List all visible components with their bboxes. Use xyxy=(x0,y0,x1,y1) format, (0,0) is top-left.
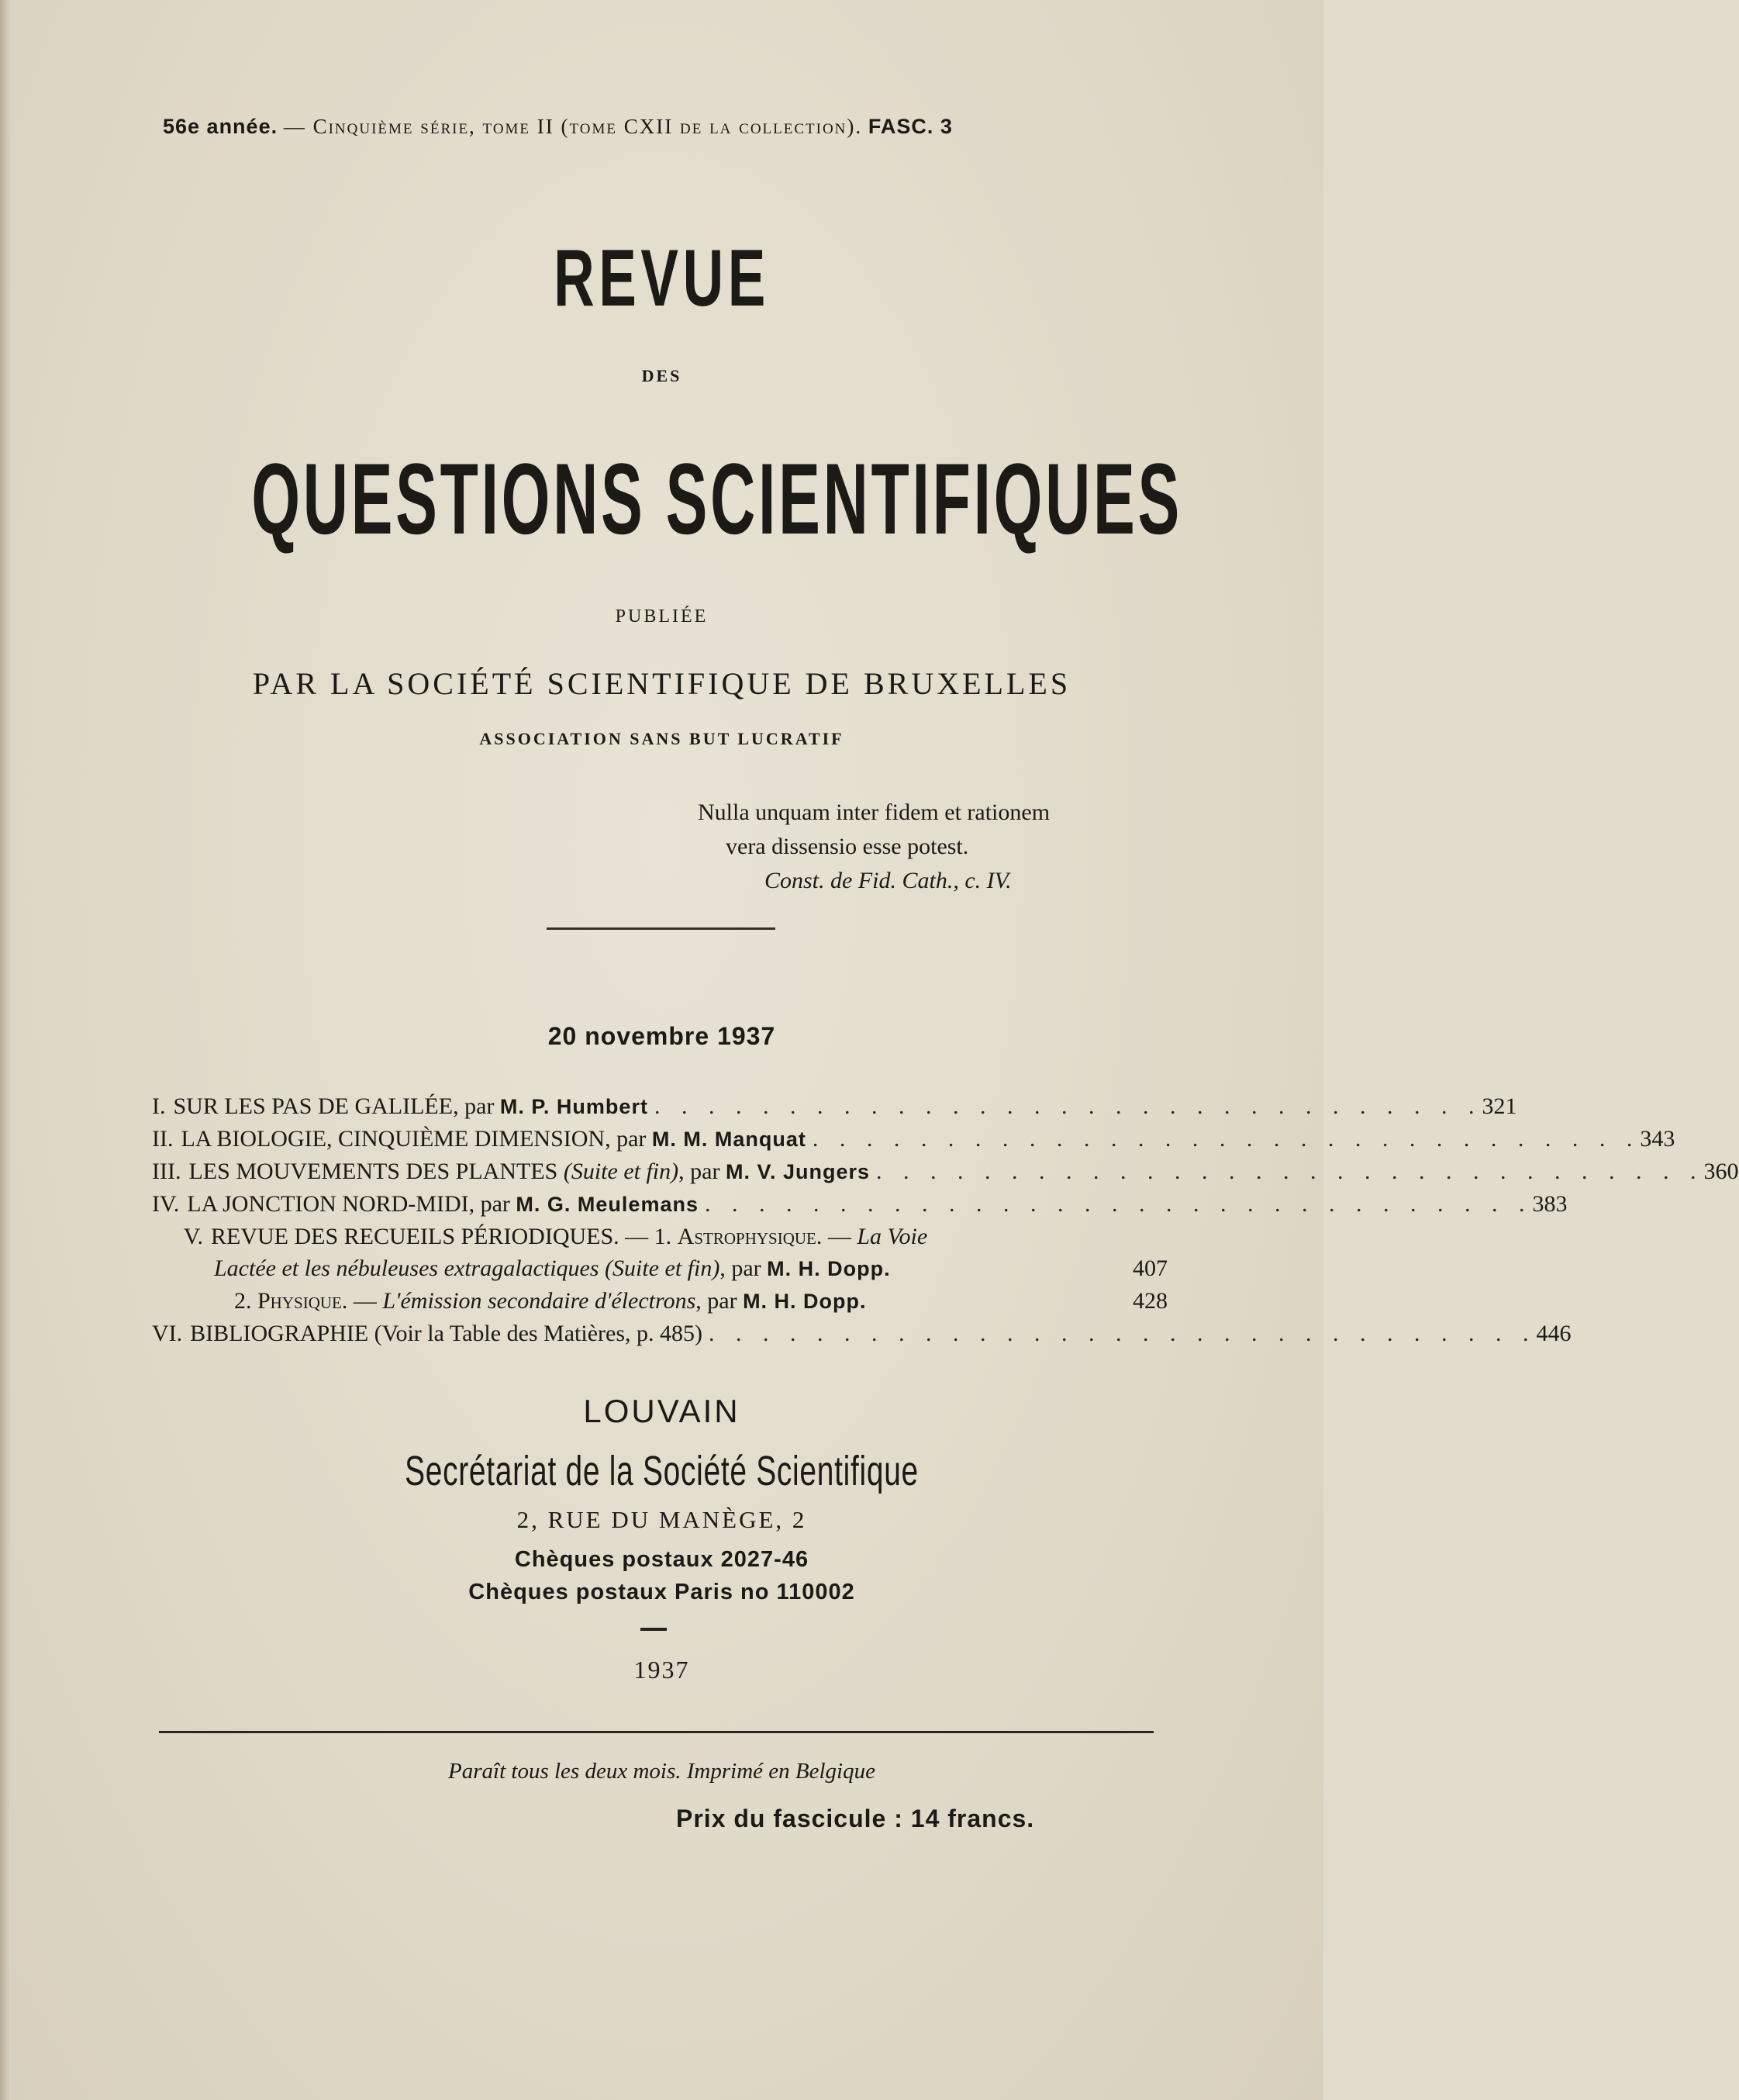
toc-leader: . . . . . . . . . . . . . . . . . . . . . . . . . . . . . . . xyxy=(654,1093,1482,1119)
toc-title: SUR LES PAS DE GALILÉE, par M. P. Humbert xyxy=(173,1093,648,1119)
toc-author: M. V. Jungers xyxy=(725,1160,871,1183)
frequency-note: Paraît tous les deux mois. Imprimé en Belgique xyxy=(448,1759,875,1784)
toc-leader: . . . . . . . . . . . . . . . . . . . . . . . . . . . . . . . xyxy=(876,1159,1704,1184)
toc-leader xyxy=(891,1252,1121,1285)
toc-number: I. xyxy=(152,1093,166,1119)
header-serie: — Cinquième série, tome II (tome CXII de la collection). xyxy=(283,115,863,138)
toc-page: 360 xyxy=(1703,1159,1739,1184)
publisher-address: 2, RUE DU MANÈGE, 2 xyxy=(516,1506,807,1533)
publication-year: 1937 xyxy=(633,1656,690,1684)
toc-leader: . . . . . . . . . . . . . . . . . . . . . . . . . . . . . . . xyxy=(709,1321,1537,1346)
table-of-contents xyxy=(152,1090,1739,1349)
toc-entry-continued xyxy=(152,1285,1168,1318)
toc-title: BIBLIOGRAPHIE (Voir la Table des Matières, p. 485) xyxy=(190,1321,703,1346)
publisher-secretariat: Secrétariat de la Société Scientifique xyxy=(405,1448,919,1494)
toc-page: 383 xyxy=(1532,1191,1568,1217)
toc-author: M. P. Humbert xyxy=(499,1095,648,1118)
issue-price: Prix du fascicule : 14 francs. xyxy=(676,1805,1035,1832)
toc-number: III. xyxy=(152,1159,181,1184)
publisher-society: PAR LA SOCIÉTÉ SCIENTIFIQUE DE BRUXELLES xyxy=(252,666,1071,701)
toc-page: 321 xyxy=(1482,1093,1517,1119)
toc-title: REVUE DES RECUEILS PÉRIODIQUES. — 1. Astrophysique. — La Voie xyxy=(211,1224,928,1249)
dash-separator xyxy=(640,1628,667,1631)
toc-title: LES MOUVEMENTS DES PLANTES (Suite et fin), par M. V. Jungers xyxy=(188,1159,871,1184)
toc-leader: . . . . . . . . . . . . . . . . . . . . . . . . . . . . . . . xyxy=(704,1191,1533,1217)
publisher-city: LOUVAIN xyxy=(583,1393,740,1429)
journal-title: QUESTIONS SCIENTIFIQUES xyxy=(251,442,1182,555)
toc-entry-continued xyxy=(152,1252,1168,1285)
toc-page: 343 xyxy=(1640,1126,1675,1152)
toc-entry xyxy=(152,1090,1517,1123)
header-annee: 56e année. xyxy=(163,115,278,138)
toc-entry xyxy=(152,1155,1739,1188)
toc-author: M. M. Manquat xyxy=(651,1128,806,1151)
toc-title: Lactée et les nébuleuses extragalactiques (Suite et fin), par M. H. Dopp. xyxy=(214,1256,891,1281)
toc-entry xyxy=(152,1123,1675,1155)
association-label: ASSOCIATION SANS BUT LUCRATIF xyxy=(479,729,844,748)
toc-number: IV. xyxy=(152,1191,180,1217)
divider-long xyxy=(159,1731,1154,1733)
motto-line-3: Const. de Fid. Cath., c. IV. xyxy=(764,868,1012,893)
toc-title: LA JONCTION NORD-MIDI, par M. G. Meulemans xyxy=(187,1191,699,1217)
motto-line-2: vera dissensio esse potest. xyxy=(726,834,969,859)
toc-entry xyxy=(152,1188,1568,1221)
title-des: DES xyxy=(641,366,682,385)
motto xyxy=(698,796,1178,898)
toc-title: LA BIOLOGIE, CINQUIÈME DIMENSION, par M. M. Manquat xyxy=(181,1126,806,1152)
postal-cheques: Chèques postaux 2027-46 xyxy=(514,1547,809,1572)
toc-author: M. G. Meulemans xyxy=(516,1193,699,1216)
toc-number: II. xyxy=(152,1126,174,1152)
motto-line-1: Nulla unquam inter fidem et rationem xyxy=(698,800,1051,825)
postal-cheques-paris: Chèques postaux Paris no 110002 xyxy=(468,1580,855,1604)
toc-page: 446 xyxy=(1536,1321,1572,1346)
toc-entry xyxy=(152,1318,1572,1349)
toc-number: VI. xyxy=(152,1321,183,1346)
toc-leader xyxy=(867,1285,1121,1318)
divider-short xyxy=(547,927,775,930)
title-revue: REVUE xyxy=(554,233,770,323)
toc-author: M. H. Dopp. xyxy=(767,1257,891,1280)
toc-page: 407 xyxy=(1133,1256,1168,1281)
issue-date: 20 novembre 1937 xyxy=(547,1022,776,1050)
publiee-label: PUBLIÉE xyxy=(615,606,709,627)
header-fasc: FASC. 3 xyxy=(868,115,953,138)
toc-title: 2. Physique. — L'émission secondaire d'électrons, par M. H. Dopp. xyxy=(234,1288,867,1314)
toc-number: V. xyxy=(183,1224,203,1249)
toc-entry xyxy=(152,1221,1168,1252)
toc-author: M. H. Dopp. xyxy=(743,1290,867,1313)
toc-leader: . . . . . . . . . . . . . . . . . . . . . . . . . . . . . . . xyxy=(812,1126,1641,1152)
toc-page: 428 xyxy=(1133,1288,1168,1314)
header-line xyxy=(163,115,1171,139)
